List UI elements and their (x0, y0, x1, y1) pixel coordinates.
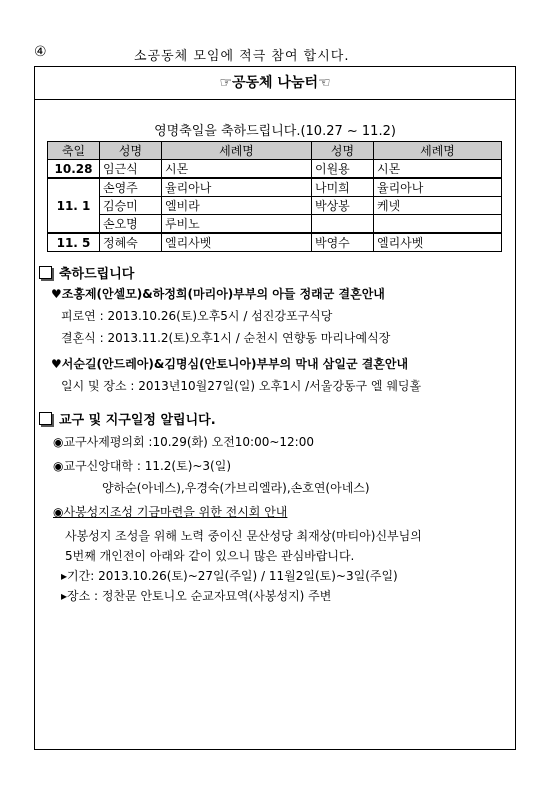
diocese-heading (39, 409, 216, 428)
section-title: ☞공동체 나눔터☜ (35, 67, 515, 100)
table-row (48, 178, 502, 197)
table-header-row (48, 142, 502, 160)
feast-date: 10.28 (48, 160, 100, 179)
header-slogan: 소공동체 모임에 적극 참여 합시다. (134, 49, 350, 64)
wedding-notice-1-reception: 피로연 : 2013.10.26(토)오후5시 / 섬진강포구식당 (61, 309, 333, 323)
header-cell: 세례명 (162, 142, 312, 160)
table-row (48, 160, 502, 179)
person-name: 김승미 (100, 197, 162, 215)
person-name: 박영수 (312, 233, 374, 252)
wedding-notice-2-title: ♥서순길(안드레아)&김명심(안토니아)부부의 막내 삼일군 결혼안내 (51, 357, 409, 371)
header-cell: 성명 (100, 142, 162, 160)
person-name: 손영주 (100, 178, 162, 197)
faith-college-attendees: 양하순(아네스),우경숙(가브리엘라),손호연(아네스) (102, 481, 370, 495)
person-name: 정혜숙 (100, 233, 162, 252)
feast-date: 11. 5 (48, 233, 100, 252)
page-number: ④ (34, 44, 47, 60)
feast-day-table (47, 141, 502, 252)
wedding-notice-2-details: 일시 및 장소 : 2013년10월27일(일) 오후1시 /서울강동구 엘 웨딩홀 (61, 379, 422, 393)
baptismal-name: 율리아나 (162, 178, 312, 197)
checkbox-icon (39, 266, 52, 279)
exhibition-desc-1: 사봉성지 조성을 위해 노력 중이신 문산성당 최재상(마티아)신부님의 (65, 529, 422, 543)
person-name: 박상봉 (312, 197, 374, 215)
header-cell: 세례명 (374, 142, 502, 160)
baptismal-name: 시몬 (162, 160, 312, 179)
baptismal-name: 시몬 (374, 160, 502, 179)
wedding-notice-1-ceremony: 결혼식 : 2013.11.2(토)오후1시 / 순천시 연향동 마리나예식장 (61, 331, 391, 345)
feast-date: 11. 1 (48, 178, 100, 233)
baptismal-name: 케넷 (374, 197, 502, 215)
congrats-heading-text: 축하드립니다 (59, 267, 135, 282)
header-cell: 축일 (48, 142, 100, 160)
baptismal-name: 율리아나 (374, 178, 502, 197)
baptismal-name: 엘리사벳 (162, 233, 312, 252)
person-name (312, 215, 374, 234)
content-frame (34, 66, 516, 750)
exhibition-place: ▸장소 : 정찬문 안토니오 순교자묘역(사봉성지) 주변 (61, 589, 332, 603)
checkbox-icon (39, 412, 52, 425)
faith-college: ◉교구신앙대학 : 11.2(토)~3(일) (53, 459, 232, 473)
person-name: 이원용 (312, 160, 374, 179)
baptismal-name (374, 215, 502, 234)
baptismal-name: 엘비라 (162, 197, 312, 215)
table-row (48, 233, 502, 252)
exhibition-notice-title: ◉사봉성지조성 기금마련을 위한 전시회 안내 (53, 505, 288, 519)
person-name: 손오명 (100, 215, 162, 234)
diocese-heading-text: 교구 및 지구일정 알립니다. (59, 413, 216, 428)
diocese-council: ◉교구사제평의회 :10.29(화) 오전10:00~12:00 (53, 435, 314, 449)
table-row (48, 215, 502, 234)
table-row (48, 197, 502, 215)
baptismal-name: 엘리사벳 (374, 233, 502, 252)
exhibition-period: ▸기간: 2013.10.26(토)~27일(주일) / 11월2일(토)~3일(주일) (61, 569, 398, 583)
page-header (34, 44, 516, 64)
wedding-notice-1-title: ♥조홍제(안셀모)&하정희(마리아)부부의 아들 정래군 결혼안내 (51, 287, 385, 301)
congrats-heading (39, 263, 134, 282)
feast-day-title: 영명축일을 축하드립니다.(10.27 ~ 11.2) (154, 124, 396, 139)
person-name: 임근식 (100, 160, 162, 179)
person-name: 나미희 (312, 178, 374, 197)
baptismal-name: 루비노 (162, 215, 312, 234)
header-cell: 성명 (312, 142, 374, 160)
exhibition-desc-2: 5번째 개인전이 아래와 같이 있으니 많은 관심바랍니다. (65, 549, 355, 563)
